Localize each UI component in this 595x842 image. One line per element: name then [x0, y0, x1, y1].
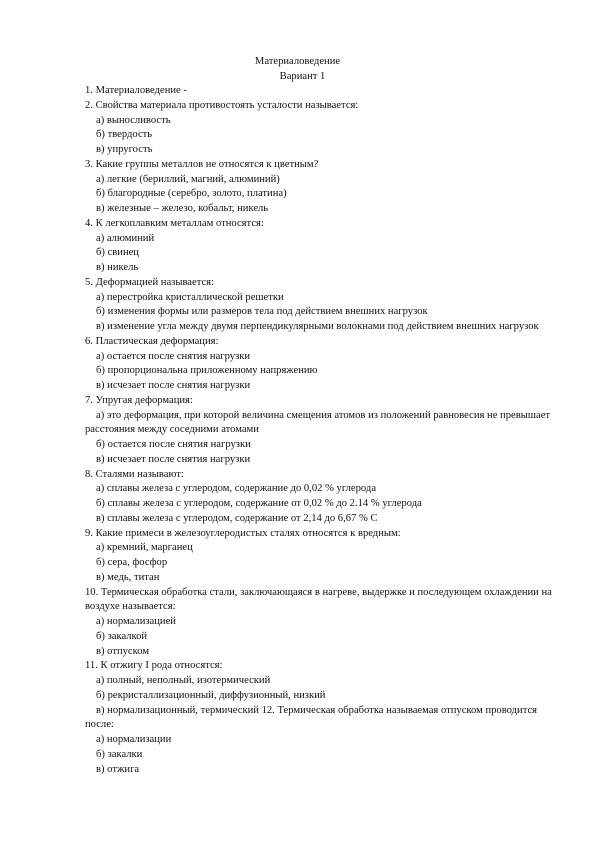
question-8: 8. Сталями называют: — [85, 468, 184, 480]
question-2: 2. Свойства материала противостоять усталости называется: — [85, 99, 359, 111]
answer-option: а) нормализацией — [96, 616, 176, 627]
answer-option: в) нормализационный, термический 12. Термическая обработка называемая отпуском проводится после: — [85, 704, 538, 731]
document-title: Материаловедение — [254, 56, 341, 67]
answer-option: б) закалкой — [96, 630, 148, 642]
question-5: 5. Деформацией называется: — [85, 276, 214, 288]
question-3: 3. Какие группы металлов не относятся к цветным? — [85, 158, 319, 170]
question-11: 11. К отжигу I рода относятся: — [85, 660, 223, 672]
answer-option: б) рекристаллизационный, диффузионный, низкий — [96, 689, 326, 701]
answer-option: в) отпуском — [96, 645, 150, 657]
question-1: 1. Материаловедение - — [85, 85, 187, 96]
answer-option: в) никель — [96, 262, 139, 273]
answer-option: в) медь, титан — [96, 571, 160, 583]
answer-option: в) отжига — [96, 763, 140, 775]
document-header — [0, 55, 595, 84]
answer-option: в) сплавы железа с углеродом, содержание от 2,14 до 6,67 % С — [96, 512, 378, 524]
answer-option: в) исчезает после снятия нагрузки — [96, 453, 251, 465]
answer-option: б) остается после снятия нагрузки — [96, 439, 251, 450]
answer-option: б) твердость — [96, 129, 153, 141]
answer-option: а) это деформация, при которой величина смещения атомов из положений равновесия не превышает расстояния между соседними атомами — [85, 409, 551, 436]
answer-option: а) алюминий — [96, 232, 155, 244]
answer-option: а) нормализации — [96, 734, 172, 745]
questions-list — [85, 84, 555, 777]
answer-option: а) легкие (бериллий, магний, алюминий) — [96, 173, 280, 185]
question-4: 4. К легкоплавким металлам относятся: — [85, 217, 264, 229]
answer-option: в) изменение угла между двумя перпендикулярными волокнами под действием внешних нагрузок — [96, 321, 539, 332]
answer-option: в) упругость — [96, 144, 153, 155]
answer-option: б) свинец — [96, 247, 139, 259]
answer-option: б) закалки — [96, 748, 143, 760]
variant-label: Вариант 1 — [279, 70, 326, 82]
answer-option: а) выносливость — [96, 114, 171, 126]
answer-option: а) полный, неполный, изотермический — [96, 675, 271, 686]
answer-option: б) пропорциональна приложенному напряжению — [96, 365, 318, 377]
answer-option: в) железные – железо, кобальт, никель — [96, 203, 269, 214]
answer-option: б) благородные (серебро, золото, платина) — [96, 188, 287, 200]
answer-option: а) перестройка кристаллической решетки — [96, 291, 284, 303]
answer-option: а) остается после снятия нагрузки — [96, 350, 251, 362]
question-9: 9. Какие примеси в железоуглеродистых сталях относятся к вредным: — [85, 527, 401, 539]
question-10: 10. Термическая обработка стали, заключающаяся в нагреве, выдержке и последующем охлаждении на воздухе называется: — [85, 586, 552, 613]
answer-option: а) сплавы железа с углеродом, содержание до 0,02 % углерода — [96, 483, 377, 495]
question-7: 7. Упругая деформация: — [85, 394, 193, 406]
question-6: 6. Пластическая деформация: — [85, 335, 219, 347]
answer-option: б) изменения формы или размеров тела под действием внешних нагрузок — [96, 306, 428, 318]
answer-option: в) исчезает после снятия нагрузки — [96, 380, 251, 391]
answer-option: б) сплавы железа с углеродом, содержание от 0,02 % до 2.14 % углерода — [96, 498, 422, 509]
answer-option: а) кремний, марганец — [96, 542, 193, 554]
answer-option: б) сера, фосфор — [96, 557, 168, 568]
